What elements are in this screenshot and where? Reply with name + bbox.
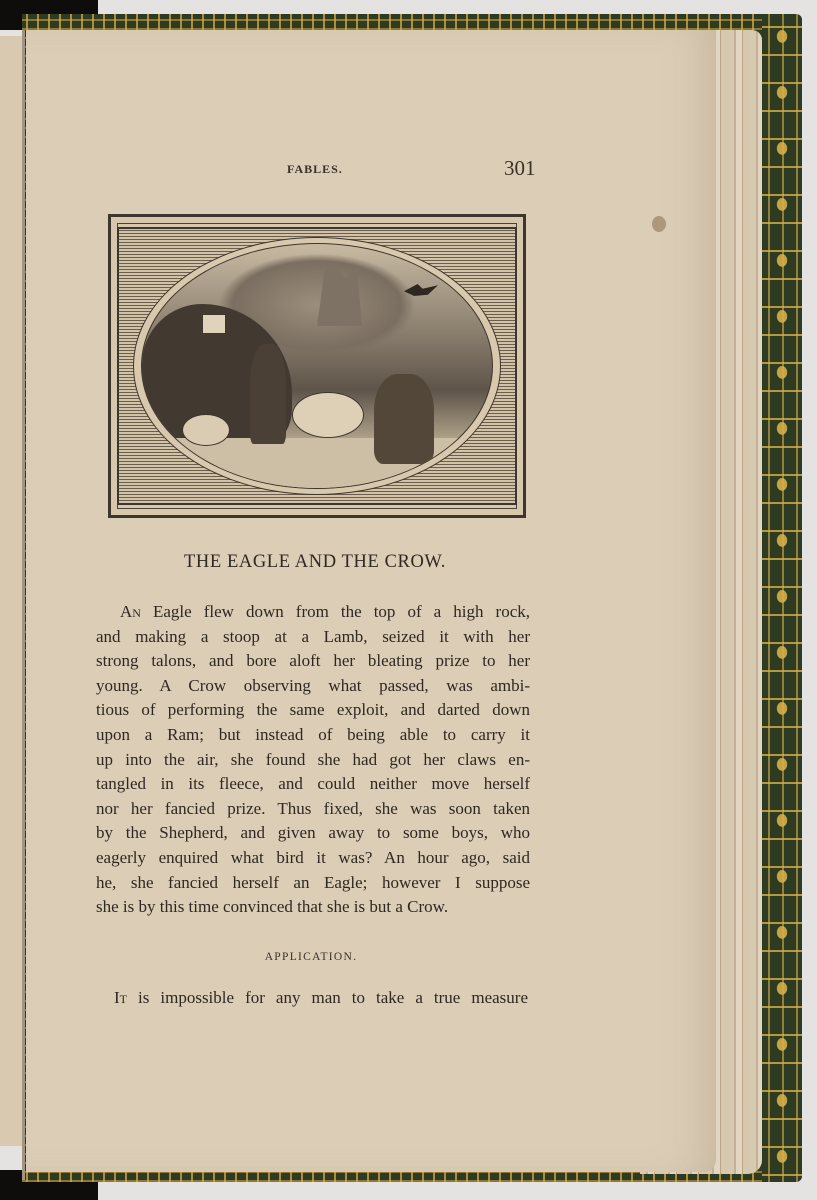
gilt-binding-fore-edge-border bbox=[762, 14, 802, 1182]
application-heading: APPLICATION. bbox=[264, 951, 358, 963]
rocky-crag-illustration bbox=[312, 266, 362, 326]
body-line: nor her fancied prize. Thus fixed, she was soon taken bbox=[96, 798, 530, 818]
body-line: tious of performing the same exploit, and darted down bbox=[96, 700, 530, 720]
verso-page-edge bbox=[0, 36, 24, 1146]
body-line: up into the air, she found she had got her claws en- bbox=[96, 749, 530, 769]
body-line: she is by this time convinced that she is but a Crow. bbox=[96, 897, 449, 917]
body-line: young. A Crow observing what passed, was ambi- bbox=[96, 675, 530, 695]
body-line: and making a stoop at a Lamb, seized it with her bbox=[96, 626, 530, 646]
shepherd-illustration bbox=[250, 344, 286, 444]
body-line: strong talons, and bore aloft her bleating prize to her bbox=[96, 651, 530, 671]
plate-hatched-ground bbox=[117, 227, 517, 505]
fable-body bbox=[96, 600, 530, 920]
running-head: FABLES. bbox=[287, 162, 343, 176]
application-line-text: is impossible for any man to take a true measure bbox=[127, 988, 528, 1007]
page-number: 301 bbox=[504, 156, 536, 180]
drop-lead-word: It bbox=[114, 988, 127, 1007]
illustration-plate bbox=[108, 214, 526, 518]
ram-illustration bbox=[292, 392, 364, 438]
fable-title: THE EAGLE AND THE CROW. bbox=[184, 552, 446, 572]
drop-lead-word: An bbox=[120, 602, 141, 621]
gutter bbox=[22, 30, 25, 1180]
engraving-vignette bbox=[141, 243, 493, 489]
cottage-illustration bbox=[202, 314, 226, 334]
body-line bbox=[96, 600, 530, 625]
eagle-illustration bbox=[404, 284, 438, 296]
foxing-spot bbox=[652, 216, 666, 232]
body-line-text: Eagle flew down from the top of a high rock, bbox=[140, 602, 530, 621]
boys-illustration bbox=[374, 374, 434, 464]
body-line: tangled in its fleece, and could neither move herself bbox=[96, 774, 530, 794]
body-line: he, she fancied herself an Eagle; however I suppose bbox=[96, 872, 530, 892]
application-first-line bbox=[114, 986, 528, 1010]
body-line: by the Shepherd, and given away to some boys, who bbox=[96, 823, 530, 843]
dog-illustration bbox=[182, 414, 230, 446]
body-line: eagerly enquired what bird it was? An hour ago, said bbox=[96, 847, 530, 867]
body-line: upon a Ram; but instead of being able to carry it bbox=[96, 724, 530, 744]
ground-illustration bbox=[142, 438, 492, 488]
